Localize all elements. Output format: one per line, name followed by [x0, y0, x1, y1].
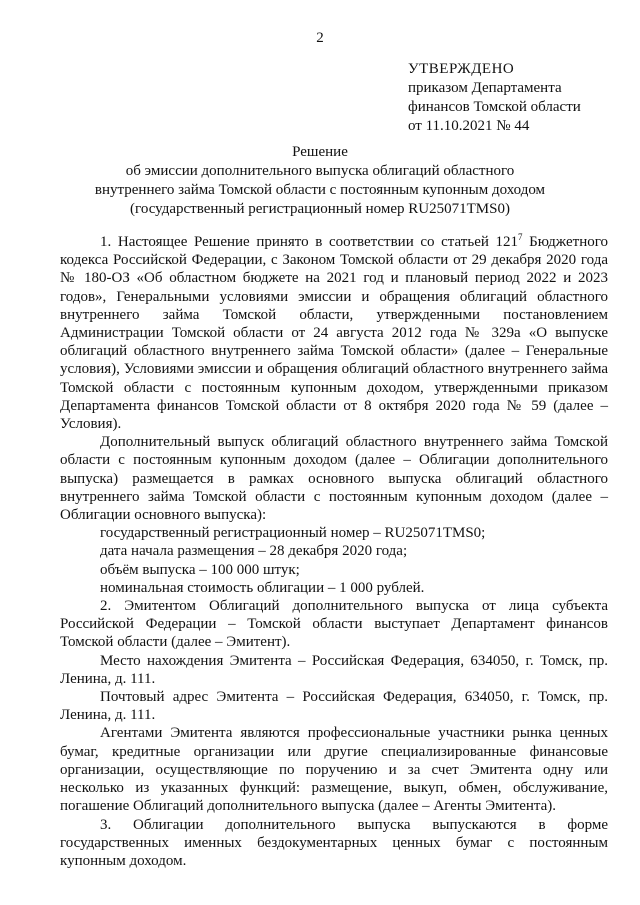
paragraph [60, 233, 608, 433]
paragraph: Место нахождения Эмитента – Российская Федерация, 634050, г. Томск, пр. Ленина, д. 111. [60, 652, 608, 687]
approval-heading: УТВЕРЖДЕНО [408, 61, 515, 77]
approval-block [408, 60, 581, 136]
paragraph: 3. Облигации дополнительного выпуска выпускаются в форме государственных именных бездокументарных ценных бумаг с постоянным купонным доходом. [60, 816, 608, 869]
paragraph: Агентами Эмитента являются профессиональные участники рынка ценных бумаг, кредитные организации или другие специализированные финансовые организации, осуществляющие по поручению и за счет Эмитента одну или несколько из указанных функций: размещение, выкуп, обмен, обслуживание, погашение Облигаций дополнительного выпуска (далее – Агенты Эмитента). [60, 725, 608, 815]
approval-date: от 11.10.2021 № 44 [408, 118, 530, 134]
paragraph-text: Бюджетного кодекса Российской Федерации, с Законом Томской области от 29 декабря 2020 года № 180-ОЗ «Об областном бюджете на 2021 год и плановый период 2022 и 2023 годов», Генеральными условиями эмиссии и обращения облигаций областного внутреннего займа Томской области, утвержденными постановлением Администрации Томской области от 24 августа 2012 года № 329а «О выпуске облигаций областного внутреннего займа Томской области» (далее – Генеральные условия), Условиями эмиссии и обращения облигаций областного внутреннего займа Томской области с постоянным купонным доходом, утвержденными приказом Департамента финансов Томской области от 8 октября 2020 года № 59 (далее – Условия). [60, 234, 608, 433]
page-number: 2 [316, 30, 324, 46]
approval-line: финансов Томской области [408, 99, 581, 115]
paragraph-text: 1. Настоящее Решение принято в соответствии со статьей 121 [100, 234, 518, 250]
list-item: объём выпуска – 100 000 штук; [100, 561, 300, 578]
paragraph: 2. Эмитентом Облигаций дополнительного выпуска от лица субъекта Российской Федерации – Томской области выступает Департамент финансов Томской области (далее – Эмитент). [60, 598, 608, 651]
title-line: внутреннего займа Томской области с постоянным купонным доходом [94, 182, 546, 198]
list-item: номинальная стоимость облигации – 1 000 рублей. [100, 579, 425, 596]
list-item: государственный регистрационный номер – RU25071TMS0; [100, 525, 486, 542]
approval-line: приказом Департамента [408, 80, 562, 96]
list-item: дата начала размещения – 28 декабря 2020 года; [100, 543, 408, 560]
title-line: (государственный регистрационный номер RU25071TMS0) [130, 201, 510, 217]
document-title [60, 143, 580, 219]
paragraph: Дополнительный выпуск облигаций областного внутреннего займа Томской области с постоянным купонным доходом (далее – Облигации дополнительного выпуска) размещается в рамках основного выпуска облигаций областного внутреннего займа Томской области с постоянным купонным доходом (далее – Облигации основного выпуска): [60, 434, 608, 524]
document-body [60, 233, 608, 870]
title-line: об эмиссии дополнительного выпуска облигаций областного [125, 163, 515, 179]
title-line: Решение [292, 144, 348, 160]
paragraph: Почтовый адрес Эмитента – Российская Федерация, 634050, г. Томск, пр. Ленина, д. 111. [60, 689, 608, 724]
superscript: 7 [518, 232, 523, 242]
